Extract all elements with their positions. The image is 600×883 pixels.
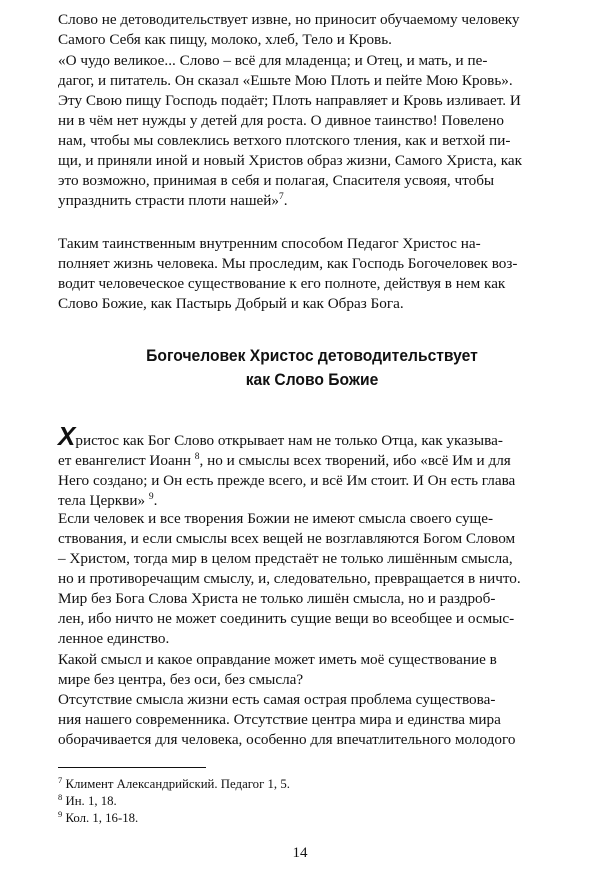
paragraph-section-2: Если человек и все творения Божии не имеют смысла своего суще- ствования, и если смыслы всех вещей не возглавляются Богом Словом – Христом, тогда мир в целом предстаёт не только лишённым смысла, но и противоречащим смыслу, и, следовательно, превращается в ничто. xyxy=(58,510,521,587)
paragraph-section-3: Мир без Бога Слова Христа не только лишён смысла, но и раздроб- лен, ибо ничто не может соединить сущие вещи во всеобщее и осмыс- ленное единство. xyxy=(58,590,515,647)
section-heading xyxy=(78,344,545,392)
footnote-9 xyxy=(58,810,138,826)
quote-text: «О чудо великое... Слово – всё для младенца; и Отец, и мать, и пе- дагог, и питатель. Он сказал «Ешьте Мою Плоть и пейте Мою Кровь». Эту Свою пищу Господь подаёт; Плоть направляет и Кровь изливает. И ни в чём нет нужды у детей для роста. О дивное таинство! Повелено нам, чтобы мы совлеклись ветхого плотского тления, как и ветхой пи- щи, и приняли иной и новый Христов образ жизни, Самого Христа, как это возможно, принимая в себя и полагая, Спасителя усвояя, чтобы упразднить страсти плоти нашей» xyxy=(58,52,523,209)
drop-cap: Х xyxy=(58,421,76,451)
footnote-ref-8: 8 xyxy=(194,452,200,462)
heading-line-1: Богочеловек Христос детоводительствует xyxy=(146,346,478,365)
footnote-8-text: Ин. 1, 18. xyxy=(65,794,117,808)
footnote-ref-9: 9 xyxy=(148,492,154,502)
footnote-7-text: Климент Александрийский. Педагог 1, 5. xyxy=(65,777,290,791)
paragraph-section-5: Отсутствие смысла жизни есть самая острая проблема существова- ния нашего современника. Отсутствие центра мира и единства мира оборачивается для человека, особенно для впечатлительного молодого xyxy=(58,691,516,748)
heading-line-2: как Слово Божие xyxy=(245,370,379,389)
paragraph-summary: Таким таинственным внутренним способом Педагог Христос на- полняет жизнь человека. Мы проследим, как Господь Богочеловек воз- водит человеческое существование к его полноте, действуя в нем как Слово Божие, как Пастырь Добрый и как Образ Бога. xyxy=(58,235,518,312)
page-number: 14 xyxy=(292,845,308,861)
paragraph-quote: «О чудо великое... Слово – всё для младенца; и Отец, и мать, и пе- дагог, и питатель. Он сказал «Ешьте Мою Плоть и пейте Мою Кровь». Эту Свою пищу Господь подаёт; Плоть направляет и Кровь изливает. И ни в чём нет нужды у детей для роста. О дивное таинство! Повелено нам, чтобы мы совлеклись ветхого плотского тления, как и ветхой пи- щи, и приняли иной и новый Христов образ жизни, Самого Христа, как это возможно, принимая в себя и полагая, Спасителя усвояя, чтобы упразднить страсти плоти нашей»$^7$. xyxy=(58,52,523,209)
footnote-7-number: 7 xyxy=(58,775,63,785)
footnote-7 xyxy=(58,776,290,792)
footnote-divider xyxy=(58,767,206,768)
section-text-1c: . xyxy=(153,492,158,509)
footnote-8 xyxy=(58,793,117,809)
footnote-8-number: 8 xyxy=(58,792,63,802)
footnote-ref-7: 7 xyxy=(279,192,284,202)
footnote-9-number: 9 xyxy=(58,809,63,819)
paragraph-section-1 xyxy=(58,421,566,511)
section-text-1a: ристос как Бог Слово открывает нам не только Отца, как указыва- ет евангелист Иоанн xyxy=(58,432,503,469)
footnote-9-text: Кол. 1, 16-18. xyxy=(65,811,139,825)
paragraph-section-4: Какой смысл и какое оправдание может иметь моё существование в мире без центра, без оси, без смысла? xyxy=(58,651,497,688)
paragraph-intro: Слово не детоводительствует извне, но приносит обучаемому человеку Самого Себя как пищу, молоко, хлеб, Тело и Кровь. xyxy=(58,11,520,48)
section-text-1b: , но и смыслы всех творений, ибо «всё Им и для Него создано; и Он есть прежде всего, и всё Им стоит. И Он есть глава тела Церкви» xyxy=(58,452,516,509)
